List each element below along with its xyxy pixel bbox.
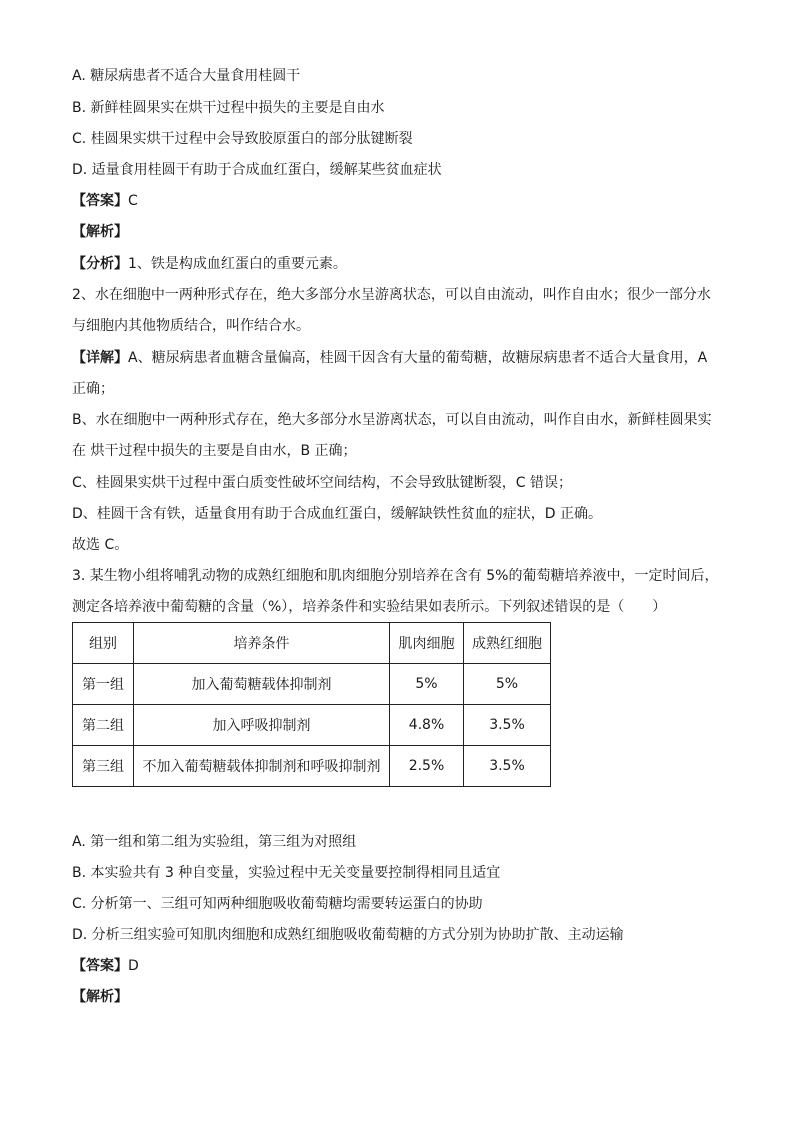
fenxi-text-1: 1、铁是构成血红蛋白的重要元素。	[128, 256, 347, 272]
table-header-cell: 培养条件	[134, 623, 390, 664]
q2-option-d: D. 适量食用桂圆干有助于合成血红蛋白，缓解某些贫血症状	[72, 162, 442, 178]
table-cell: 第一组	[73, 664, 134, 705]
q2-detail-b1: B、水在细胞中一两种形式存在，绝大多部分水呈游离状态，可以自由流动，叫作自由水，新鲜桂圆果实	[72, 412, 712, 428]
table-cell: 5%	[390, 664, 464, 705]
q2-fenxi-2a: 2、水在细胞中一两种形式存在，绝大多部分水呈游离状态，可以自由流动，叫作自由水；很少一部分水	[72, 287, 711, 303]
q2-fenxi-1	[72, 254, 347, 274]
q2-option-b: B. 新鲜桂圆果实在烘干过程中损失的主要是自由水	[72, 100, 385, 116]
detail-tag: 【详解】	[72, 350, 128, 366]
table-cell: 2.5%	[390, 746, 464, 787]
table-cell: 5%	[464, 664, 551, 705]
table-row	[73, 705, 551, 746]
table-cell: 3.5%	[464, 705, 551, 746]
table-cell: 加入葡萄糖载体抑制剂	[134, 664, 390, 705]
answer-value: D	[128, 958, 139, 974]
q3-stem-2: 测定各培养液中葡萄糖的含量（%），培养条件和实验结果如表所示。下列叙述错误的是（ ）	[72, 599, 667, 615]
analysis-label: 【解析】	[72, 224, 128, 240]
q2-answer-line	[72, 191, 138, 211]
q2-conclusion: 故选 C。	[72, 537, 129, 553]
q3-option-d: D. 分析三组实验可知肌肉细胞和成熟红细胞吸收葡萄糖的方式分别为协助扩散、主动运输	[72, 927, 624, 943]
experiment-table	[72, 622, 551, 787]
answer-tag: 【答案】	[72, 958, 128, 974]
analysis-label: 【解析】	[72, 989, 128, 1005]
q3-answer-line	[72, 956, 139, 976]
table-header-row	[73, 623, 551, 664]
table-cell: 第二组	[73, 705, 134, 746]
q2-fenxi-2b: 与细胞内其他物质结合，叫作结合水。	[72, 318, 310, 334]
q2-detail-b2: 在 烘干过程中损失的主要是自由水，B 正确；	[72, 443, 357, 459]
table-header-cell: 肌肉细胞	[390, 623, 464, 664]
q2-detail-d: D、桂圆干含有铁，适量食用有助于合成血红蛋白，缓解缺铁性贫血的症状，D 正确。	[72, 506, 603, 522]
q2-option-a: A. 糖尿病患者不适合大量食用桂圆干	[72, 68, 301, 84]
q2-analysis-tag	[72, 222, 128, 242]
q2-detail-c: C、桂圆果实烘干过程中蛋白质变性破坏空间结构，不会导致肽键断裂，C 错误；	[72, 475, 572, 491]
q2-detail-a1	[72, 348, 707, 368]
table-row	[73, 664, 551, 705]
table-cell: 3.5%	[464, 746, 551, 787]
table-header-cell: 成熟红细胞	[464, 623, 551, 664]
table-cell: 4.8%	[390, 705, 464, 746]
answer-tag: 【答案】	[72, 193, 128, 209]
answer-value: C	[128, 193, 138, 209]
q3-option-c: C. 分析第一、三组可知两种细胞吸收葡萄糖均需要转运蛋白的协助	[72, 896, 483, 912]
table-cell: 第三组	[73, 746, 134, 787]
table-header-cell: 组别	[73, 623, 134, 664]
q3-option-b: B. 本实验共有 3 种自变量，实验过程中无关变量要控制得相同且适宜	[72, 865, 501, 881]
table-row	[73, 746, 551, 787]
q2-detail-a2: 正确；	[72, 381, 114, 397]
q3-stem-1: 3. 某生物小组将哺乳动物的成熟红细胞和肌肉细胞分别培养在含有 5%的葡萄糖培养液中，一定时间后，	[72, 568, 719, 584]
q3-option-a: A. 第一组和第二组为实验组，第三组为对照组	[72, 834, 357, 850]
detail-a1-text: A、糖尿病患者血糖含量偏高，桂圆干因含有大量的葡萄糖，故糖尿病患者不适合大量食用，A	[128, 350, 708, 366]
q2-option-c: C. 桂圆果实烘干过程中会导致胶原蛋白的部分肽键断裂	[72, 131, 413, 147]
table-cell: 不加入葡萄糖载体抑制剂和呼吸抑制剂	[134, 746, 390, 787]
table-cell: 加入呼吸抑制剂	[134, 705, 390, 746]
fenxi-tag: 【分析】	[72, 256, 128, 272]
q3-analysis-tag	[72, 987, 128, 1007]
